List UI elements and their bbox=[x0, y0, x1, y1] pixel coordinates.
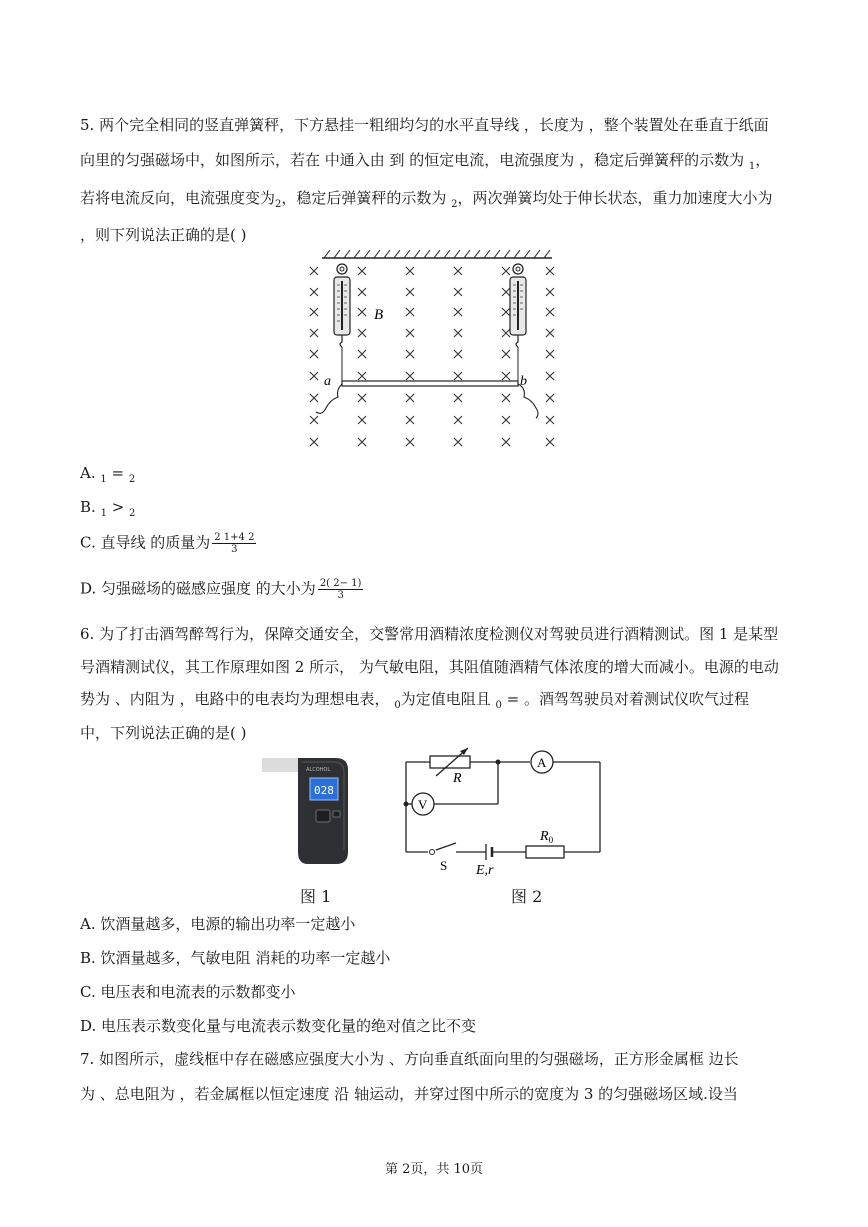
q5-option-a: A. $_1$ = $_2$ bbox=[80, 464, 136, 485]
circuit-figure bbox=[398, 746, 608, 878]
field-cross bbox=[406, 267, 414, 275]
field-cross bbox=[454, 329, 462, 337]
figure-1-caption: 图 1 bbox=[300, 887, 332, 906]
field-cross bbox=[502, 329, 510, 337]
resistor-r0-label: $R_0$ bbox=[540, 829, 554, 845]
q5-option-d: D. 匀强磁场的磁感应强度 的大小为 $\frac{2( 2- 1)}{3}$ bbox=[80, 578, 362, 601]
page-footer: 第 2页，共 10页 bbox=[384, 1162, 484, 1177]
field-cross bbox=[502, 308, 510, 316]
b-field-label: B bbox=[374, 307, 384, 323]
variable-resistor-r bbox=[430, 756, 470, 768]
field-cross bbox=[310, 372, 318, 380]
field-cross bbox=[502, 394, 510, 402]
field-cross bbox=[406, 416, 414, 424]
q6-line-4: 中，下列说法正确的是( ) bbox=[80, 724, 247, 742]
q6-option-b: B. 饮酒量越多，气敏电阻 消耗的功率一定越小 bbox=[80, 949, 391, 967]
figure-2-caption: 图 2 bbox=[511, 887, 543, 906]
q5-option-c: C. 直导线 的质量为 $\frac{2 1+4 2}{3}$ bbox=[80, 532, 255, 555]
q6-line-2: 号酒精测试仪，其工作原理如图 2 所示， 为气敏电阻，其阻值随酒精气体浓度的增大而减小。电源的电动 bbox=[80, 658, 779, 676]
alcohol-tester-figure bbox=[262, 752, 358, 868]
field-cross bbox=[454, 308, 462, 316]
q5-line-2: 向里的匀强磁场中，如图所示，若在 中通入由 到 的恒定电流，电流强度为 ，稳定后弹簧秤的示数为 $_1$， bbox=[80, 151, 771, 172]
device-reading: 028 bbox=[314, 784, 334, 797]
horizontal-wire bbox=[342, 381, 518, 386]
point-b-label: b bbox=[520, 374, 527, 389]
field-cross bbox=[358, 267, 366, 275]
field-cross bbox=[546, 350, 554, 358]
right-lead-wire bbox=[518, 384, 538, 418]
right-spring-scale bbox=[510, 264, 526, 383]
field-cross bbox=[310, 438, 318, 446]
q5-line-3: 若将电流反向，电流强度变为$_2$，稳定后弹簧秤的示数为 $_2$，两次弹簧均处于伸长状态，重力加速度大小为 bbox=[80, 189, 773, 210]
ammeter-label: A bbox=[537, 755, 547, 770]
switch-label: S bbox=[440, 858, 448, 873]
field-cross bbox=[454, 438, 462, 446]
field-cross bbox=[358, 438, 366, 446]
field-cross bbox=[358, 329, 366, 337]
field-cross bbox=[358, 350, 366, 358]
field-cross bbox=[310, 329, 318, 337]
source-label: E,r bbox=[476, 863, 494, 878]
field-cross bbox=[406, 288, 414, 296]
resistor-r-label: R bbox=[453, 771, 462, 786]
q5-option-b: B. $_1$ > $_2$ bbox=[80, 498, 136, 519]
q6-option-a: A. 饮酒量越多，电源的输出功率一定越小 bbox=[80, 915, 356, 933]
field-cross bbox=[502, 267, 510, 275]
field-cross bbox=[454, 350, 462, 358]
field-cross bbox=[406, 394, 414, 402]
field-cross bbox=[454, 372, 462, 380]
field-cross bbox=[406, 329, 414, 337]
field-cross bbox=[310, 350, 318, 358]
field-cross bbox=[546, 416, 554, 424]
field-cross bbox=[502, 372, 510, 380]
field-cross bbox=[406, 372, 414, 380]
field-cross bbox=[546, 372, 554, 380]
field-cross bbox=[546, 438, 554, 446]
left-spring-scale bbox=[334, 264, 350, 383]
field-cross bbox=[546, 394, 554, 402]
q7-line-1: 7. 如图所示，虚线框中存在磁感应强度大小为 、方向垂直纸面向里的匀强磁场，正方形金属框 边长 bbox=[80, 1050, 739, 1068]
field-cross bbox=[358, 308, 366, 316]
q6-option-c: C. 电压表和电流表的示数都变小 bbox=[80, 983, 296, 1001]
fixed-resistor-r0 bbox=[526, 846, 564, 858]
field-cross bbox=[502, 416, 510, 424]
q5-figure bbox=[300, 250, 560, 455]
field-cross bbox=[502, 288, 510, 296]
q6-option-d: D. 电压表示数变化量与电流表示数变化量的绝对值之比不变 bbox=[80, 1017, 477, 1035]
point-a-label: a bbox=[324, 374, 331, 389]
q5-line-4: ，则下列说法正确的是( ) bbox=[80, 226, 247, 244]
field-cross bbox=[310, 394, 318, 402]
field-cross bbox=[406, 438, 414, 446]
field-cross bbox=[310, 288, 318, 296]
field-cross bbox=[310, 416, 318, 424]
q6-line-1: 6. 为了打击酒驾醉驾行为，保障交通安全，交警常用酒精浓度检测仪对驾驶员进行酒精测试。图 1 是某型 bbox=[80, 625, 779, 643]
field-cross bbox=[406, 350, 414, 358]
q6-line-3: 势为 、内阻为 ，电路中的电表均为理想电表， $_0$为定值电阻且 $_0$ = 。酒驾驾驶员对着测试仪吹气过程 bbox=[80, 690, 749, 711]
q5-line-1: 5. 两个完全相同的竖直弹簧秤，下方悬挂一粗细均匀的水平直导线 ，长度为 ，整个装置处在垂直于纸面 bbox=[80, 116, 769, 134]
field-cross bbox=[454, 267, 462, 275]
field-cross bbox=[502, 350, 510, 358]
field-cross bbox=[406, 308, 414, 316]
field-cross bbox=[358, 416, 366, 424]
field-cross bbox=[546, 267, 554, 275]
field-cross bbox=[454, 394, 462, 402]
voltmeter-label: V bbox=[418, 797, 428, 812]
field-cross bbox=[454, 288, 462, 296]
field-cross bbox=[310, 308, 318, 316]
field-cross bbox=[502, 438, 510, 446]
field-cross bbox=[358, 394, 366, 402]
device-brand-text: ALCOHOL bbox=[306, 767, 331, 773]
field-cross bbox=[454, 416, 462, 424]
field-cross bbox=[546, 329, 554, 337]
field-cross bbox=[358, 288, 366, 296]
field-cross bbox=[358, 372, 366, 380]
field-cross bbox=[546, 288, 554, 296]
field-cross bbox=[310, 267, 318, 275]
field-cross bbox=[546, 308, 554, 316]
q7-line-2: 为 、总电阻为 ，若金属框以恒定速度 沿 轴运动，并穿过图中所示的宽度为 3 的匀强磁场区域.设当 bbox=[80, 1085, 738, 1103]
